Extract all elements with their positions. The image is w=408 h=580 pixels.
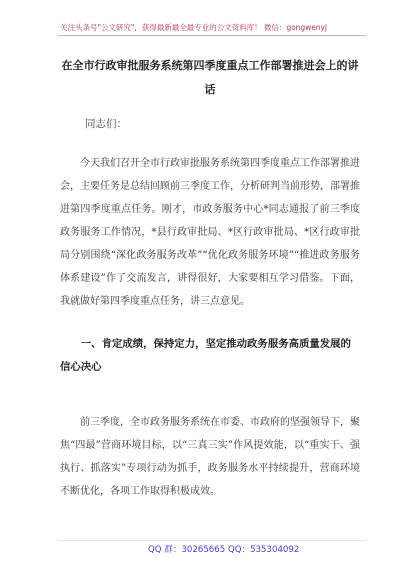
salutation: 同志们： (85, 118, 127, 130)
document-title: 在全市行政审批服务系统第四季度重点工作部署推进会上的讲话 (61, 59, 359, 96)
footer-qq-contact: QQ：535304092 (228, 545, 300, 555)
header-divider (58, 35, 366, 36)
footer-qq-group: QQ 群：30265665 (148, 545, 226, 555)
footer-divider (58, 540, 366, 541)
header-banner: 关注头条号"公文研究"，获得最新最全最专业的公文资料库！ 微信：gongwenyj (60, 23, 327, 32)
section-heading-1: 一、肯定成绩，保持定力，坚定推动政务服务高质量发展的信心决心 (60, 338, 351, 373)
paragraph-achievements: 前三季度，全市政务服务系统在市委、市政府的坚强领导下，聚焦“四最”营商环境目标，以“三真三实”作风提效能，以“重实干、强执行、抓落实”专项行动为抓手，政务服务水平持续提升，营商环境不断优化，各项工作取得积极成效。 (60, 417, 360, 497)
paragraph-intro: 今天我们召开全市行政审批服务系统第四季度重点工作部署推进会，主要任务是总结回顾前三季度工作，分析研判当前形势，部署推进第四季度重点任务。刚才，市政务服务中心*同志通报了前三季度政务服务工作情况，*县行政审批局、*区行政审批局、*区行政审批局分别围绕“深化政务服务改革”“优化政务服务环境”“推进政务服务体系建设”作了交流发言，讲得很好，大家要相互学习借鉴。下面，我就做好第四季度重点任务，讲三点意见。 (60, 158, 360, 307)
